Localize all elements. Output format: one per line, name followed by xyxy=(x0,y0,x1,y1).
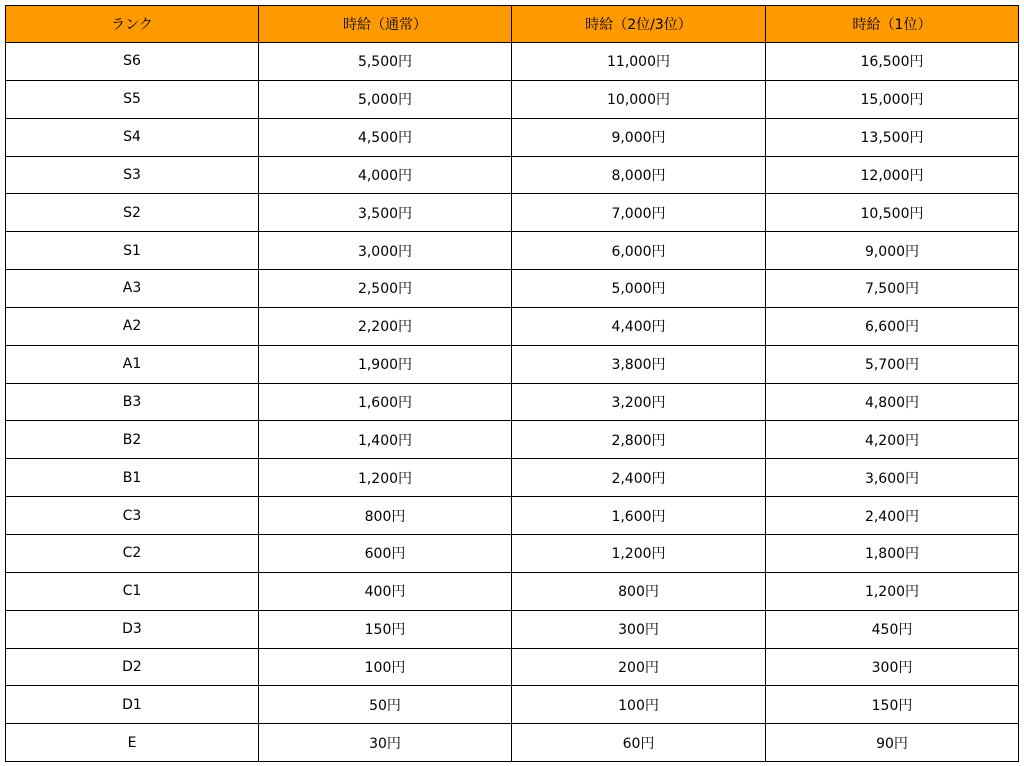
cell-wage-1st: 15,000円 xyxy=(766,80,1019,118)
table-row xyxy=(6,383,1019,421)
cell-rank: D1 xyxy=(6,686,259,724)
cell-wage-1st: 4,800円 xyxy=(766,383,1019,421)
header-wage-2nd-3rd: 時給（2位/3位） xyxy=(512,6,766,43)
cell-rank: B2 xyxy=(6,421,259,459)
cell-wage-1st: 450円 xyxy=(766,610,1019,648)
cell-wage-normal: 5,500円 xyxy=(259,43,512,81)
cell-wage-1st: 1,800円 xyxy=(766,534,1019,572)
cell-wage-normal: 30円 xyxy=(259,724,512,762)
cell-wage-2nd-3rd: 300円 xyxy=(512,610,766,648)
cell-rank: C3 xyxy=(6,497,259,535)
table-row xyxy=(6,156,1019,194)
cell-wage-2nd-3rd: 1,600円 xyxy=(512,497,766,535)
cell-wage-normal: 2,500円 xyxy=(259,270,512,308)
cell-wage-2nd-3rd: 3,800円 xyxy=(512,345,766,383)
header-rank: ランク xyxy=(6,6,259,43)
cell-wage-1st: 1,200円 xyxy=(766,572,1019,610)
cell-wage-normal: 5,000円 xyxy=(259,80,512,118)
cell-wage-2nd-3rd: 100円 xyxy=(512,686,766,724)
table-row xyxy=(6,232,1019,270)
cell-rank: C2 xyxy=(6,534,259,572)
cell-wage-2nd-3rd: 7,000円 xyxy=(512,194,766,232)
cell-rank: S5 xyxy=(6,80,259,118)
cell-wage-2nd-3rd: 2,400円 xyxy=(512,459,766,497)
table-row xyxy=(6,421,1019,459)
cell-wage-2nd-3rd: 2,800円 xyxy=(512,421,766,459)
cell-wage-2nd-3rd: 10,000円 xyxy=(512,80,766,118)
cell-rank: S1 xyxy=(6,232,259,270)
table-row xyxy=(6,307,1019,345)
table-row xyxy=(6,118,1019,156)
table-row xyxy=(6,497,1019,535)
cell-wage-2nd-3rd: 800円 xyxy=(512,572,766,610)
cell-wage-normal: 1,900円 xyxy=(259,345,512,383)
cell-wage-1st: 2,400円 xyxy=(766,497,1019,535)
table-row xyxy=(6,43,1019,81)
cell-wage-2nd-3rd: 3,200円 xyxy=(512,383,766,421)
table-row xyxy=(6,345,1019,383)
table-row xyxy=(6,80,1019,118)
cell-wage-1st: 16,500円 xyxy=(766,43,1019,81)
cell-wage-1st: 5,700円 xyxy=(766,345,1019,383)
cell-wage-normal: 4,500円 xyxy=(259,118,512,156)
table-row xyxy=(6,686,1019,724)
cell-wage-2nd-3rd: 6,000円 xyxy=(512,232,766,270)
cell-rank: C1 xyxy=(6,572,259,610)
cell-wage-1st: 12,000円 xyxy=(766,156,1019,194)
cell-wage-1st: 9,000円 xyxy=(766,232,1019,270)
cell-rank: B1 xyxy=(6,459,259,497)
table-row xyxy=(6,194,1019,232)
table-row xyxy=(6,610,1019,648)
table-row xyxy=(6,724,1019,762)
cell-rank: S6 xyxy=(6,43,259,81)
cell-wage-1st: 13,500円 xyxy=(766,118,1019,156)
cell-wage-normal: 3,000円 xyxy=(259,232,512,270)
cell-rank: S2 xyxy=(6,194,259,232)
cell-wage-2nd-3rd: 8,000円 xyxy=(512,156,766,194)
cell-wage-2nd-3rd: 4,400円 xyxy=(512,307,766,345)
cell-wage-normal: 50円 xyxy=(259,686,512,724)
cell-rank: D3 xyxy=(6,610,259,648)
cell-wage-2nd-3rd: 11,000円 xyxy=(512,43,766,81)
cell-wage-normal: 1,200円 xyxy=(259,459,512,497)
cell-wage-1st: 90円 xyxy=(766,724,1019,762)
cell-wage-1st: 300円 xyxy=(766,648,1019,686)
cell-wage-1st: 3,600円 xyxy=(766,459,1019,497)
cell-rank: A1 xyxy=(6,345,259,383)
header-wage-1st: 時給（1位） xyxy=(766,6,1019,43)
cell-wage-2nd-3rd: 9,000円 xyxy=(512,118,766,156)
cell-wage-normal: 400円 xyxy=(259,572,512,610)
cell-rank: E xyxy=(6,724,259,762)
cell-rank: S3 xyxy=(6,156,259,194)
cell-wage-normal: 4,000円 xyxy=(259,156,512,194)
cell-rank: S4 xyxy=(6,118,259,156)
rank-wage-table-container xyxy=(5,5,1018,762)
cell-rank: B3 xyxy=(6,383,259,421)
table-row xyxy=(6,459,1019,497)
cell-wage-normal: 3,500円 xyxy=(259,194,512,232)
table-row xyxy=(6,534,1019,572)
cell-wage-1st: 4,200円 xyxy=(766,421,1019,459)
cell-wage-normal: 1,400円 xyxy=(259,421,512,459)
cell-wage-2nd-3rd: 60円 xyxy=(512,724,766,762)
cell-wage-1st: 150円 xyxy=(766,686,1019,724)
cell-wage-normal: 2,200円 xyxy=(259,307,512,345)
cell-wage-2nd-3rd: 200円 xyxy=(512,648,766,686)
cell-wage-normal: 800円 xyxy=(259,497,512,535)
cell-wage-normal: 100円 xyxy=(259,648,512,686)
cell-wage-normal: 600円 xyxy=(259,534,512,572)
cell-rank: A2 xyxy=(6,307,259,345)
cell-wage-normal: 1,600円 xyxy=(259,383,512,421)
cell-wage-2nd-3rd: 5,000円 xyxy=(512,270,766,308)
header-row xyxy=(6,6,1019,43)
table-row xyxy=(6,648,1019,686)
cell-wage-1st: 10,500円 xyxy=(766,194,1019,232)
table-row xyxy=(6,270,1019,308)
table-row xyxy=(6,572,1019,610)
cell-wage-2nd-3rd: 1,200円 xyxy=(512,534,766,572)
table-body xyxy=(6,43,1019,762)
cell-wage-1st: 7,500円 xyxy=(766,270,1019,308)
cell-rank: A3 xyxy=(6,270,259,308)
table-header xyxy=(6,6,1019,43)
rank-wage-table xyxy=(5,5,1019,762)
cell-wage-normal: 150円 xyxy=(259,610,512,648)
cell-rank: D2 xyxy=(6,648,259,686)
cell-wage-1st: 6,600円 xyxy=(766,307,1019,345)
header-wage-normal: 時給（通常） xyxy=(259,6,512,43)
